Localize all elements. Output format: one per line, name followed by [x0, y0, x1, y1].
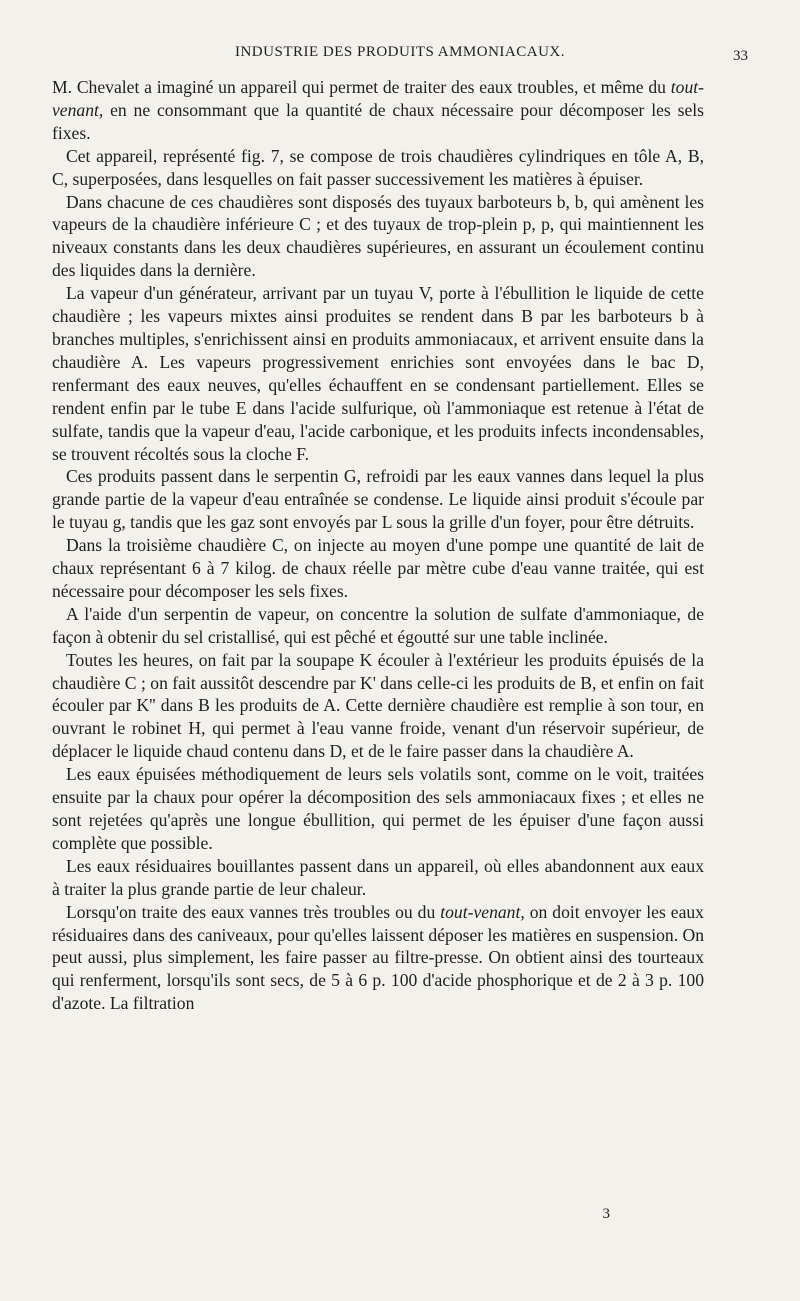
paragraph-11-text: Lorsqu'on traite des eaux vannes très troubles ou du [66, 901, 441, 922]
running-head: INDUSTRIE DES PRODUITS AMMONIACAUX. [234, 44, 566, 60]
paragraph-1-text: M. Chevalet a imaginé un appareil qui permet de traiter des eaux troubles, et même du [52, 77, 671, 97]
paragraph-11-text-end: on doit envoyer les eaux résiduaires dans des caniveaux, pour qu'elles laissent déposer les matières en suspension. On peut aussi, plus simplement, les faire passer au filtre-presse. On obtient ainsi des tourteaux qui renferment, lorsqu'ils sont secs, de 5 à 6 p. 100 d'acide phosphorique et de 2 à 3 p. 100 d'azote. La filtration [52, 901, 705, 1014]
signature-mark: 3 [602, 1206, 610, 1222]
paragraph-9: Les eaux épuisées méthodiquement de leurs sels volatils sont, comme on le voit, traitées ensuite par la chaux pour opérer la décomposition des sels ammoniacaux fixes ; et elles ne sont rejetées qu'après une longue ébullition, qui permet de les épuiser d'une façon aussi complète que possible. [52, 764, 704, 853]
paragraph-8: Toutes les heures, on fait par la soupape K écouler à l'extérieur les produits épuisés de la chaudière C ; on fait aussitôt descendre par K' dans celle-ci les produits de B, et enfin on fait écouler par K'' dans B les produits de A. Cette dernière chaudière est remplie à son tour, en ouvrant le robinet H, qui permet à l'eau vanne froide, venant d'un réservoir supérieur, de déplacer le liquide chaud contenu dans D, et de le faire passer dans la chaudière A. [52, 649, 704, 762]
paragraph-10: Les eaux résiduaires bouillantes passent dans un appareil, où elles abandonnent aux eaux à traiter la plus grande partie de leur chaleur. [52, 855, 704, 899]
paragraph-1 [52, 76, 704, 145]
paragraph-6: Dans la troisième chaudière C, on injecte au moyen d'une pompe une quantité de lait de chaux représentant 6 à 7 kilog. de chaux réelle par mètre cube d'eau vanne traitée, qui est nécessaire pour décomposer les sels fixes. [52, 535, 704, 601]
paragraph-11-italic: tout-venant, [440, 901, 525, 922]
page-number: 33 [733, 48, 748, 64]
body-text [52, 76, 704, 1015]
paragraph-7: A l'aide d'un serpentin de vapeur, on concentre la solution de sulfate d'ammoniaque, de façon à obtenir du sel cristallisé, qui est pêché et égoutté sur une table inclinée. [52, 603, 704, 647]
paragraph-5: Ces produits passent dans le serpentin G, refroidi par les eaux vannes dans lequel la plus grande partie de la vapeur d'eau entraînée se condense. Le liquide ainsi produit s'écoule par le tuyau g, tandis que les gaz sont envoyés par L sous la grille d'un foyer, pour être détruits. [52, 466, 704, 533]
paragraph-11 [52, 901, 704, 1016]
paragraph-1-italic: tout-venant, [52, 77, 704, 120]
paragraph-3: Dans chacune de ces chaudières sont disposés des tuyaux barboteurs b, b, qui amènent les vapeurs de la chaudière inférieure C ; et des tuyaux de trop-plein p, p, qui maintiennent les niveaux constants dans les deux chaudières supérieures, en assurant un écoulement continu des liquides dans la dernière. [52, 191, 704, 281]
paragraph-2: Cet appareil, représenté fig. 7, se compose de trois chaudières cylindriques en tôle A, B, C, superposées, dans lesquelles on fait passer successivement les matières à épuiser. [52, 145, 704, 189]
page-header [52, 44, 748, 68]
paragraph-4: La vapeur d'un générateur, arrivant par un tuyau V, porte à l'ébullition le liquide de cette chaudière ; les vapeurs mixtes ainsi produites se rendent dans B par les barboteurs b à branches multiples, s'enrichissent ainsi en produits ammoniacaux, et arrivent ensuite dans la chaudière A. Les vapeurs progressivement enrichies sont envoyées dans le bac D, renfermant des eaux neuves, qu'elles échauffent en se condensant partiellement. Elles se rendent enfin par le tube E dans l'acide sulfurique, où l'ammoniaque est retenue à l'état de sulfate, tandis que la vapeur d'eau, l'acide carbonique, et les produits infects incondensables, se trouvent récoltés sous la cloche F. [52, 283, 704, 464]
paragraph-1-text-end: en ne consommant que la quantité de chaux nécessaire pour décomposer les sels fixes. [52, 99, 704, 143]
